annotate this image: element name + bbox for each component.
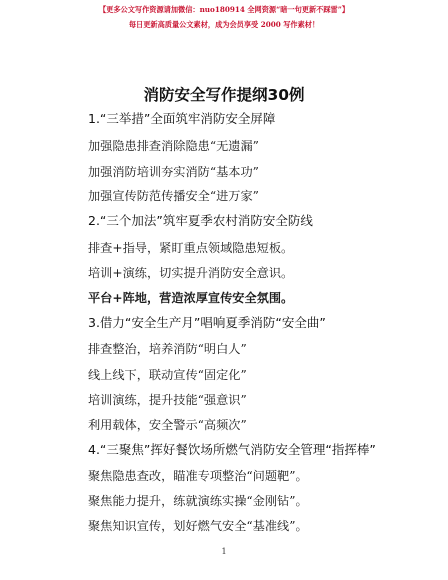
promo-banner-line-2: 每日更新高质量公文素材，成为会员享受 2000 写作素材！: [128, 20, 320, 29]
section-heading-3: 3.借力“安全生产月”唱响夏季消防“安全曲”: [88, 315, 326, 330]
outline-item: 聚焦知识宣传，划好燃气安全“基准线”。: [88, 519, 308, 533]
outline-item: 培训+演练，切实提升消防安全意识。: [88, 266, 294, 280]
outline-item: 培训演练，提升技能“强意识”: [88, 393, 247, 407]
promo-banner-line-1: 【更多公文写作资源请加微信：nuo180914 全网资源“暗一句更新不踩雷”】: [98, 5, 350, 14]
outline-item: 排查整治，培养消防“明白人”: [88, 342, 247, 356]
outline-item: 平台+阵地，营造浓厚宣传安全氛围。: [88, 291, 294, 305]
outline-item: 加强宣传防范传播安全“进万家”: [88, 189, 259, 203]
section-heading-2: 2.“三个加法”筑牢夏季农村消防安全防线: [88, 213, 313, 228]
document-title: 消防安全写作提纲30例: [143, 86, 305, 104]
page-number: 1: [221, 547, 227, 556]
outline-item: 利用载体，安全警示“高频次”: [88, 418, 247, 432]
outline-item: 加强消防培训夯实消防“基本功”: [88, 165, 259, 179]
outline-item: 排查+指导，紧盯重点领域隐患短板。: [88, 241, 294, 255]
outline-item: 聚焦隐患查改，瞄准专项整治“问题靶”。: [88, 469, 308, 483]
section-heading-1: 1.“三举措”全面筑牢消防安全屏障: [88, 111, 276, 126]
outline-item: 聚焦能力提升，练就演练实操“金刚钻”。: [88, 494, 308, 508]
outline-item: 加强隐患排查消除隐患“无遗漏”: [88, 139, 259, 153]
section-heading-4: 4.“三聚焦”挥好餐饮场所燃气消防安全管理“指挥棒”: [88, 442, 376, 457]
outline-item: 线上线下，联动宣传“固定化”: [88, 368, 247, 382]
